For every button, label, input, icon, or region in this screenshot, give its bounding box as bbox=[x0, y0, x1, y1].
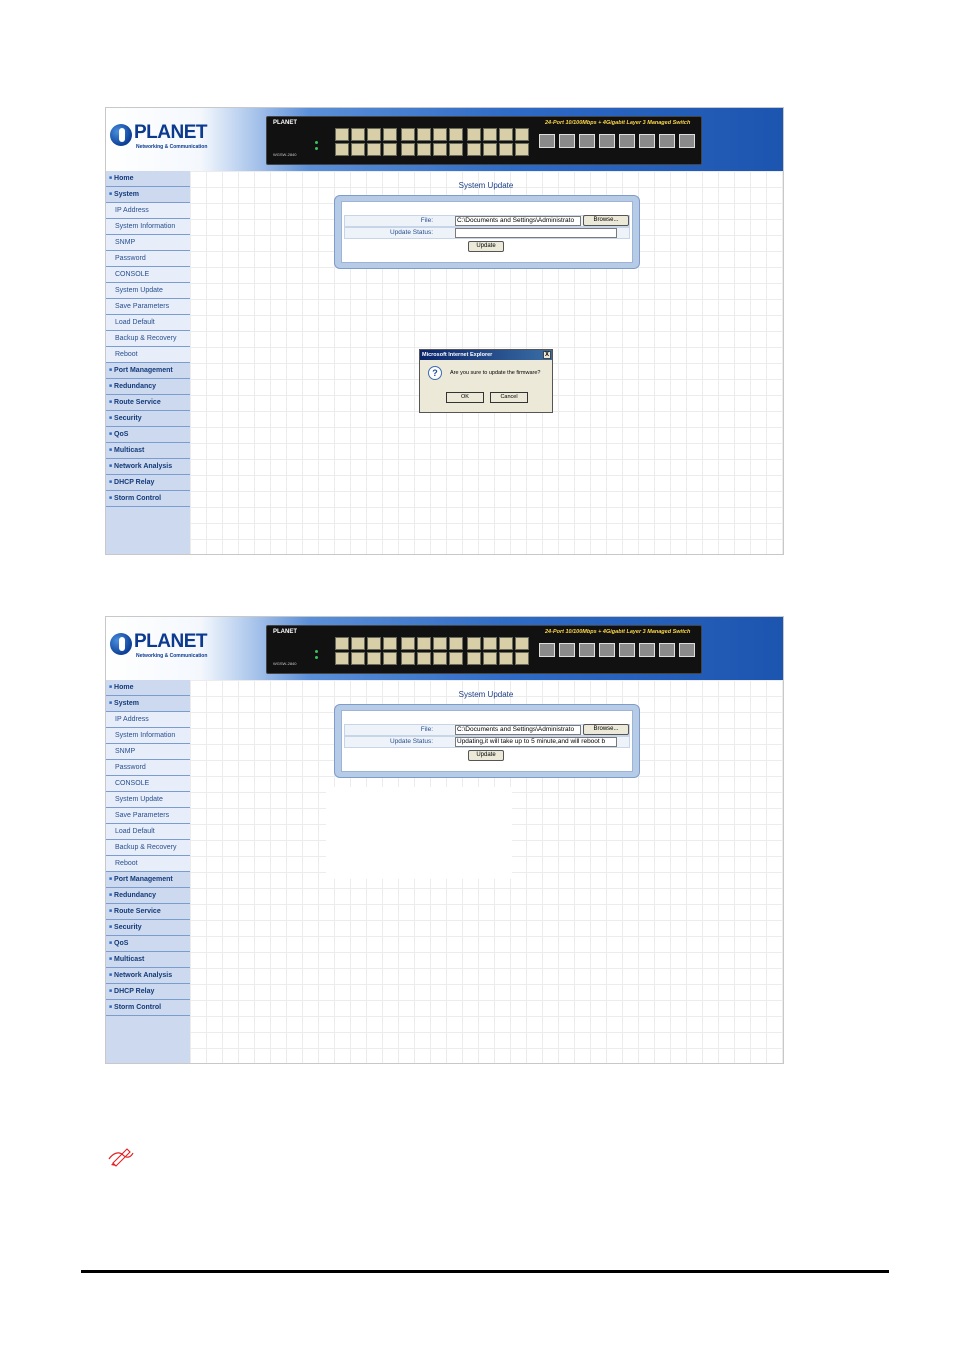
nav-item-reboot[interactable]: Reboot bbox=[106, 347, 190, 363]
rj45-port bbox=[351, 637, 365, 650]
led-icon bbox=[315, 147, 318, 150]
dialog-title-text: Microsoft Internet Explorer bbox=[422, 352, 493, 358]
rj45-port bbox=[383, 128, 397, 141]
rj45-port bbox=[483, 143, 497, 156]
page-title: System Update bbox=[458, 181, 514, 190]
rj45-port bbox=[467, 652, 481, 665]
nav-item-port-management[interactable]: ■ Port Management bbox=[106, 872, 190, 888]
rj45-port bbox=[383, 637, 397, 650]
rj45-port bbox=[433, 128, 447, 141]
rj45-port bbox=[351, 143, 365, 156]
planet-logo bbox=[110, 631, 208, 665]
led-icon bbox=[315, 656, 318, 659]
sfp-port-5 bbox=[619, 134, 635, 148]
sfp-port-6 bbox=[639, 643, 655, 657]
planet-logo-icon bbox=[110, 633, 132, 655]
browse-button[interactable]: Browse... bbox=[583, 724, 629, 735]
nav-item-console[interactable]: CONSOLE bbox=[106, 776, 190, 792]
rj45-port bbox=[367, 652, 381, 665]
sidebar-nav bbox=[106, 680, 190, 1064]
rj45-port bbox=[367, 143, 381, 156]
file-row bbox=[344, 215, 630, 227]
nav-item-password[interactable]: Password bbox=[106, 251, 190, 267]
sfp-port-7 bbox=[659, 134, 675, 148]
rj45-port bbox=[401, 637, 415, 650]
sfp-port-8 bbox=[679, 134, 695, 148]
nav-item-system[interactable]: ■ System bbox=[106, 187, 190, 203]
nav-item-qos[interactable]: ■ QoS bbox=[106, 936, 190, 952]
rj45-port bbox=[483, 652, 497, 665]
status-label: Update Status: bbox=[390, 738, 433, 745]
rj45-port bbox=[499, 128, 513, 141]
nav-item-system-information[interactable]: System Information bbox=[106, 728, 190, 744]
nav-item-snmp[interactable]: SNMP bbox=[106, 235, 190, 251]
nav-item-dhcp-relay[interactable]: ■ DHCP Relay bbox=[106, 475, 190, 491]
port-group-2 bbox=[401, 128, 463, 156]
nav-item-console[interactable]: CONSOLE bbox=[106, 267, 190, 283]
browse-button[interactable]: Browse... bbox=[583, 215, 629, 226]
nav-item-ip-address[interactable]: IP Address bbox=[106, 712, 190, 728]
file-path-input[interactable]: C:\Documents and Settings\Administrato bbox=[455, 216, 581, 226]
nav-item-security[interactable]: ■ Security bbox=[106, 411, 190, 427]
logo-text: PLANET bbox=[134, 631, 207, 652]
dialog-title bbox=[420, 350, 552, 360]
rj45-port bbox=[449, 652, 463, 665]
rj45-port bbox=[499, 637, 513, 650]
footer-rule bbox=[81, 1270, 889, 1273]
sfp-port-3 bbox=[579, 643, 595, 657]
nav-list bbox=[106, 171, 190, 507]
close-icon[interactable]: X bbox=[544, 352, 549, 358]
rj45-port bbox=[515, 128, 529, 141]
rj45-port bbox=[367, 128, 381, 141]
rj45-port bbox=[335, 128, 349, 141]
nav-item-route-service[interactable]: ■ Route Service bbox=[106, 904, 190, 920]
nav-item-route-service[interactable]: ■ Route Service bbox=[106, 395, 190, 411]
header-banner bbox=[106, 108, 783, 171]
blank-area bbox=[326, 787, 512, 879]
nav-item-storm-control[interactable]: ■ Storm Control bbox=[106, 1000, 190, 1016]
main-content bbox=[190, 171, 783, 555]
file-label: File: bbox=[420, 217, 433, 224]
sfp-port-1 bbox=[539, 643, 555, 657]
question-icon: ? bbox=[428, 366, 442, 380]
rj45-port bbox=[367, 637, 381, 650]
nav-list bbox=[106, 680, 190, 1016]
nav-item-backup-recovery[interactable]: Backup & Recovery bbox=[106, 840, 190, 856]
nav-item-save-parameters[interactable]: Save Parameters bbox=[106, 808, 190, 824]
device-title: 24-Port 10/100Mbps + 4Gigabit Layer 3 Managed Switch bbox=[545, 629, 691, 635]
rj45-port bbox=[417, 143, 431, 156]
rj45-port bbox=[467, 637, 481, 650]
device-logo: PLANET bbox=[273, 629, 297, 635]
rj45-port bbox=[515, 143, 529, 156]
ok-button[interactable]: OK bbox=[446, 392, 484, 403]
rj45-port bbox=[467, 128, 481, 141]
update-button[interactable]: Update bbox=[468, 750, 504, 761]
dialog-message: Are you sure to update the firmware? bbox=[450, 370, 541, 376]
update-form bbox=[341, 201, 633, 263]
header-banner bbox=[106, 617, 783, 680]
rj45-port bbox=[433, 652, 447, 665]
logo-subtitle: Networking & Communication bbox=[136, 653, 208, 659]
rj45-port bbox=[449, 143, 463, 156]
nav-item-reboot[interactable]: Reboot bbox=[106, 856, 190, 872]
led-icon bbox=[315, 650, 318, 653]
nav-item-snmp[interactable]: SNMP bbox=[106, 744, 190, 760]
rj45-port bbox=[351, 128, 365, 141]
file-row bbox=[344, 724, 630, 736]
nav-item-multicast[interactable]: ■ Multicast bbox=[106, 443, 190, 459]
status-field bbox=[455, 228, 617, 238]
nav-item-redundancy[interactable]: ■ Redundancy bbox=[106, 379, 190, 395]
status-label: Update Status: bbox=[390, 229, 433, 236]
switch-front-panel bbox=[266, 625, 702, 674]
sfp-port-4 bbox=[599, 643, 615, 657]
nav-item-security[interactable]: ■ Security bbox=[106, 920, 190, 936]
rj45-port bbox=[383, 143, 397, 156]
rj45-port bbox=[383, 652, 397, 665]
nav-item-load-default[interactable]: Load Default bbox=[106, 824, 190, 840]
rj45-port bbox=[401, 143, 415, 156]
file-path-input[interactable]: C:\Documents and Settings\Administrato bbox=[455, 725, 581, 735]
switch-front-panel bbox=[266, 116, 702, 165]
device-title: 24-Port 10/100Mbps + 4Gigabit Layer 3 Managed Switch bbox=[545, 120, 691, 126]
nav-item-system[interactable]: ■ System bbox=[106, 696, 190, 712]
sfp-port-8 bbox=[679, 643, 695, 657]
rj45-port bbox=[351, 652, 365, 665]
led-icon bbox=[315, 141, 318, 144]
nav-item-backup-recovery[interactable]: Backup & Recovery bbox=[106, 331, 190, 347]
update-panel bbox=[334, 195, 640, 269]
sfp-port-7 bbox=[659, 643, 675, 657]
status-field: Updating,it will take up to 5 minute,and will reboot b bbox=[455, 737, 617, 747]
rj45-port bbox=[483, 128, 497, 141]
sfp-port-4 bbox=[599, 134, 615, 148]
nav-item-home[interactable]: ■ Home bbox=[106, 680, 190, 696]
nav-item-password[interactable]: Password bbox=[106, 760, 190, 776]
nav-item-system-update[interactable]: System Update bbox=[106, 792, 190, 808]
sfp-port-2 bbox=[559, 643, 575, 657]
nav-item-dhcp-relay[interactable]: ■ DHCP Relay bbox=[106, 984, 190, 1000]
nav-item-redundancy[interactable]: ■ Redundancy bbox=[106, 888, 190, 904]
rj45-port bbox=[401, 128, 415, 141]
rj45-port bbox=[449, 128, 463, 141]
rj45-port bbox=[335, 143, 349, 156]
rj45-port bbox=[335, 652, 349, 665]
port-group-1 bbox=[335, 637, 397, 665]
sfp-port-6 bbox=[639, 134, 655, 148]
rj45-port bbox=[499, 143, 513, 156]
nav-item-network-analysis[interactable]: ■ Network Analysis bbox=[106, 459, 190, 475]
port-group-2 bbox=[401, 637, 463, 665]
nav-item-port-management[interactable]: ■ Port Management bbox=[106, 363, 190, 379]
rj45-port bbox=[335, 637, 349, 650]
rj45-port bbox=[417, 652, 431, 665]
port-group-1 bbox=[335, 128, 397, 156]
sfp-port-2 bbox=[559, 134, 575, 148]
note-pen-icon bbox=[107, 1145, 135, 1167]
nav-item-save-parameters[interactable]: Save Parameters bbox=[106, 299, 190, 315]
sfp-port-3 bbox=[579, 134, 595, 148]
screenshot-update-confirm bbox=[105, 107, 784, 555]
logo-text: PLANET bbox=[134, 122, 207, 143]
update-panel bbox=[334, 704, 640, 778]
confirm-dialog bbox=[419, 349, 553, 413]
main-content bbox=[190, 680, 783, 1064]
cancel-button[interactable]: Cancel bbox=[490, 392, 528, 403]
rj45-port bbox=[449, 637, 463, 650]
device-model: WGSW-2840 bbox=[273, 661, 297, 666]
rj45-port bbox=[433, 143, 447, 156]
nav-item-ip-address[interactable]: IP Address bbox=[106, 203, 190, 219]
sidebar-nav bbox=[106, 171, 190, 555]
page-title: System Update bbox=[458, 690, 514, 699]
file-label: File: bbox=[420, 726, 433, 733]
rj45-port bbox=[401, 652, 415, 665]
logo-subtitle: Networking & Communication bbox=[136, 144, 208, 150]
nav-item-load-default[interactable]: Load Default bbox=[106, 315, 190, 331]
nav-item-system-update[interactable]: System Update bbox=[106, 283, 190, 299]
update-button[interactable]: Update bbox=[468, 241, 504, 252]
update-form bbox=[341, 710, 633, 772]
device-model: WGSW-2840 bbox=[273, 152, 297, 157]
screenshot-updating bbox=[105, 616, 784, 1064]
rj45-port bbox=[467, 143, 481, 156]
rj45-port bbox=[499, 652, 513, 665]
status-row bbox=[344, 227, 630, 239]
device-logo: PLANET bbox=[273, 120, 297, 126]
planet-logo-icon bbox=[110, 124, 132, 146]
rj45-port bbox=[417, 128, 431, 141]
nav-item-storm-control[interactable]: ■ Storm Control bbox=[106, 491, 190, 507]
status-row bbox=[344, 736, 630, 748]
rj45-port bbox=[417, 637, 431, 650]
rj45-port bbox=[515, 652, 529, 665]
nav-item-multicast[interactable]: ■ Multicast bbox=[106, 952, 190, 968]
port-group-3 bbox=[467, 637, 529, 665]
nav-item-home[interactable]: ■ Home bbox=[106, 171, 190, 187]
port-group-3 bbox=[467, 128, 529, 156]
sfp-port-5 bbox=[619, 643, 635, 657]
rj45-port bbox=[433, 637, 447, 650]
nav-item-network-analysis[interactable]: ■ Network Analysis bbox=[106, 968, 190, 984]
planet-logo bbox=[110, 122, 208, 156]
rj45-port bbox=[483, 637, 497, 650]
rj45-port bbox=[515, 637, 529, 650]
nav-item-system-information[interactable]: System Information bbox=[106, 219, 190, 235]
sfp-port-1 bbox=[539, 134, 555, 148]
nav-item-qos[interactable]: ■ QoS bbox=[106, 427, 190, 443]
